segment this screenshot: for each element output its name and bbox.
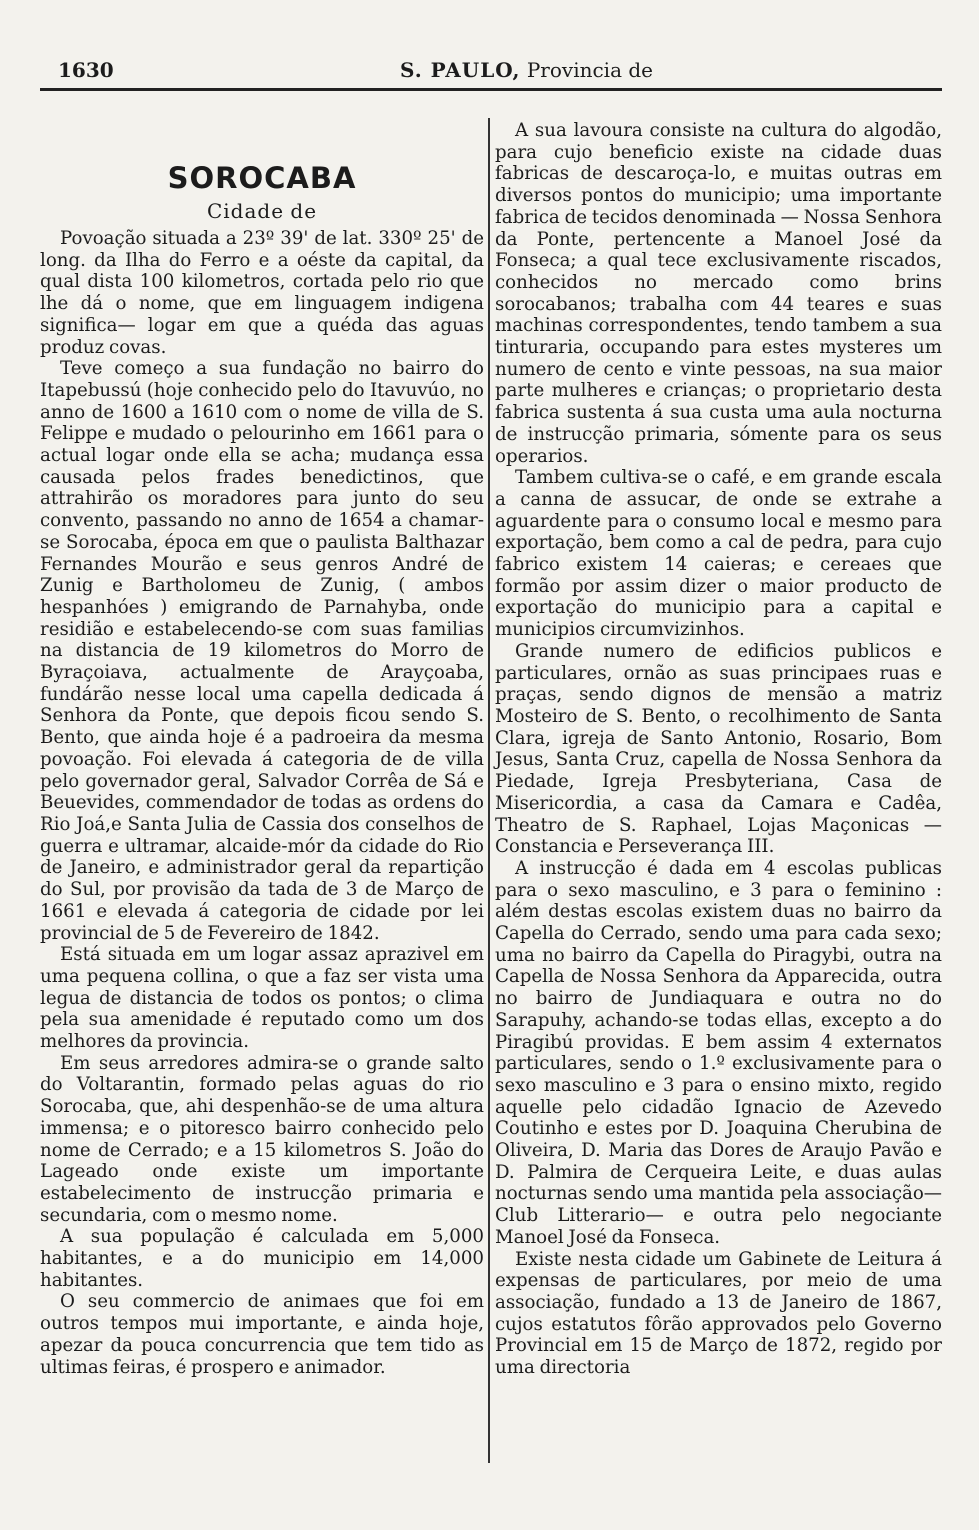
running-head-bold: S. PAULO, [400,58,521,82]
article-title: SOROCABA [167,161,357,195]
column-separator [488,118,490,1463]
article-subtitle: Cidade de [206,199,318,223]
header-rule [40,88,942,91]
paragraph: Existe nesta cidade um Gabinete de Leitura á expensas de particulares, por meio de uma associação, fundado a 13 de Janeiro de 1867, cujos estatutos fôrão approvados pelo Governo Provincial em 15 de Março de 1872, regido por uma directoria [495,1248,942,1379]
page-number: 1630 [58,58,114,82]
paragraph: Tambem cultiva-se o café, e em grande escala a canna de assucar, de onde se extrahe a aguardente para o consumo local e mesmo para exportação, bem como a cal de pedra, para cujo fabrico existem 14 caieras; e cereaes que formão por assim dizer o maior producto de exportação do municipio para a capital e municipios circumvizinhos. [495,467,942,641]
paragraph: Teve começo a sua fundação no bairro do Itapebussú (hoje conhecido pelo do Itavuvúo, no anno de 1600 a 1610 com o nome de villa de S. Felippe e mudado o pelourinho em 1661 para o actual logar onde ella se acha; mudança essa causada pelos frades benedictinos, que attrahirão os moradores para junto do seu convento, passando no anno de 1654 a chamar-se Sorocaba, época em que o paulista Balthazar Fernandes Mourão e seus genros André de Zunig e Bartholomeu de Zunig, ( ambos hespanhóes ) emigrando de Parnahyba, onde residião e estabelecendo-se com suas familias na distancia de 19 kilometros do Morro de Byraçoiava, actualmente de Arayçoaba, fundárão nesse local uma capella dedicada á Senhora da Ponte, que depois ficou sendo S. Bento, que ainda hoje é a padroeira da mesma povoação. Foi elevada á categoria de de villa pelo governador geral, Salvador Corrêa de Sá e Beuevides, commendador de todas as ordens do Rio Joá,e Santa Julia de Cassia dos conselhos de guerra e ultramar, alcaide-mór da cidade do Rio de Janeiro, e administrador geral da repartição do Sul, por provisão da tada de 3 de Março de 1661 e elevada á categoria de cidade por lei provincial de 5 de Fevereiro de 1842. [40,358,484,944]
running-head [400,58,653,82]
paragraph: A instrucção é dada em 4 escolas publicas para o sexo masculino, e 3 para o feminino : além destas escolas existem duas no bairro da Capella do Cerrado, sendo uma para cada sexo; uma no bairro da Capella do Piragybi, outra na Capella de Nossa Senhora da Apparecida, outra no bairro de Jundiaquara e outra no do Sarapuhy, achando-se todas ellas, excepto a do Piragibú providas. E bem assim 4 externatos particulares, sendo o 1.º exclusivamente para o sexo masculino e 3 para o ensino mixto, regido aquelle pelo cidadão Ignacio de Azevedo Coutinho e estes por D. Joaquina Cherubina de Oliveira, D. Maria das Dores de Araujo Pavão e D. Palmira de Cerqueira Leite, e duas aulas nocturnas sendo uma mantida pela associação— Club Litterario— e outra pelo negociante Manoel José da Fonseca. [495,857,942,1248]
right-column [495,120,942,1379]
paragraph: A sua lavoura consiste na cultura do algodão, para cujo beneficio existe na cidade duas fabricas de descaroça-lo, e muitas outras em diversos pontos do municipio; uma importante fabrica de tecidos denominada — Nossa Senhora da Ponte, pertencente a Manoel José da Fonseca; a qual tece exclusivamente riscados, conhecidos no mercado como brins sorocabanos; trabalha com 44 teares e suas machinas correspondentes, tendo tambem a sua tinturaria, occupando para estes mysteres um numero de cento e vinte pessoas, na sua maior parte mulheres e crianças; o proprietario desta fabrica sustenta á sua custa uma aula nocturna de instrucção primaria, sómente para os seus operarios. [495,120,942,467]
paragraph: Em seus arredores admira-se o grande salto do Voltarantin, formado pelas aguas do rio Sorocaba, que, ahi despenhão-se de uma altura immensa; e o pitoresco bairro conhecido pelo nome de Cerrado; e a 15 kilometros S. João do Lageado onde existe um importante estabelecimento de instrucção primaria e secundaria, com o mesmo nome. [40,1052,484,1226]
paragraph: Povoação situada a 23º 39' de lat. 330º 25' de long. da Ilha do Ferro e a oéste da capital, da qual dista 100 kilometros, cortada pelo rio que lhe dá o nome, que em linguagem indigena significa— logar em que a quéda das aguas produz covas. [40,228,484,358]
paragraph: A sua população é calculada em 5,000 habitantes, e a do municipio em 14,000 habitantes. [40,1226,484,1291]
paragraph: Está situada em um logar assaz aprazivel em uma pequena collina, o que a faz ser vista uma legua de distancia de todos os pontos; o clima pela sua amenidade é reputado como um dos melhores da provincia. [40,944,484,1053]
paragraph: O seu commercio de animaes que foi em outros tempos mui importante, e ainda hoje, apezar da pouca concurrencia que tem tido as ultimas feiras, é prospero e animador. [40,1291,484,1378]
running-head-rest: Provincia de [526,58,653,82]
paragraph: Grande numero de edificios publicos e particulares, ornão as suas principaes ruas e praças, sendo dignos de mensão a matriz Mosteiro de S. Bento, o recolhimento de Santa Clara, igreja de Santo Antonio, Rosario, Bom Jesus, Santa Cruz, capella de Nossa Senhora da Piedade, Igreja Presbyteriana, Casa de Misericordia, a casa da Camara e Cadêa, Theatro de S. Raphael, Lojas Maçonicas — Constancia e Perseverança III. [495,640,942,858]
running-header [40,56,940,86]
left-column [40,120,484,1378]
